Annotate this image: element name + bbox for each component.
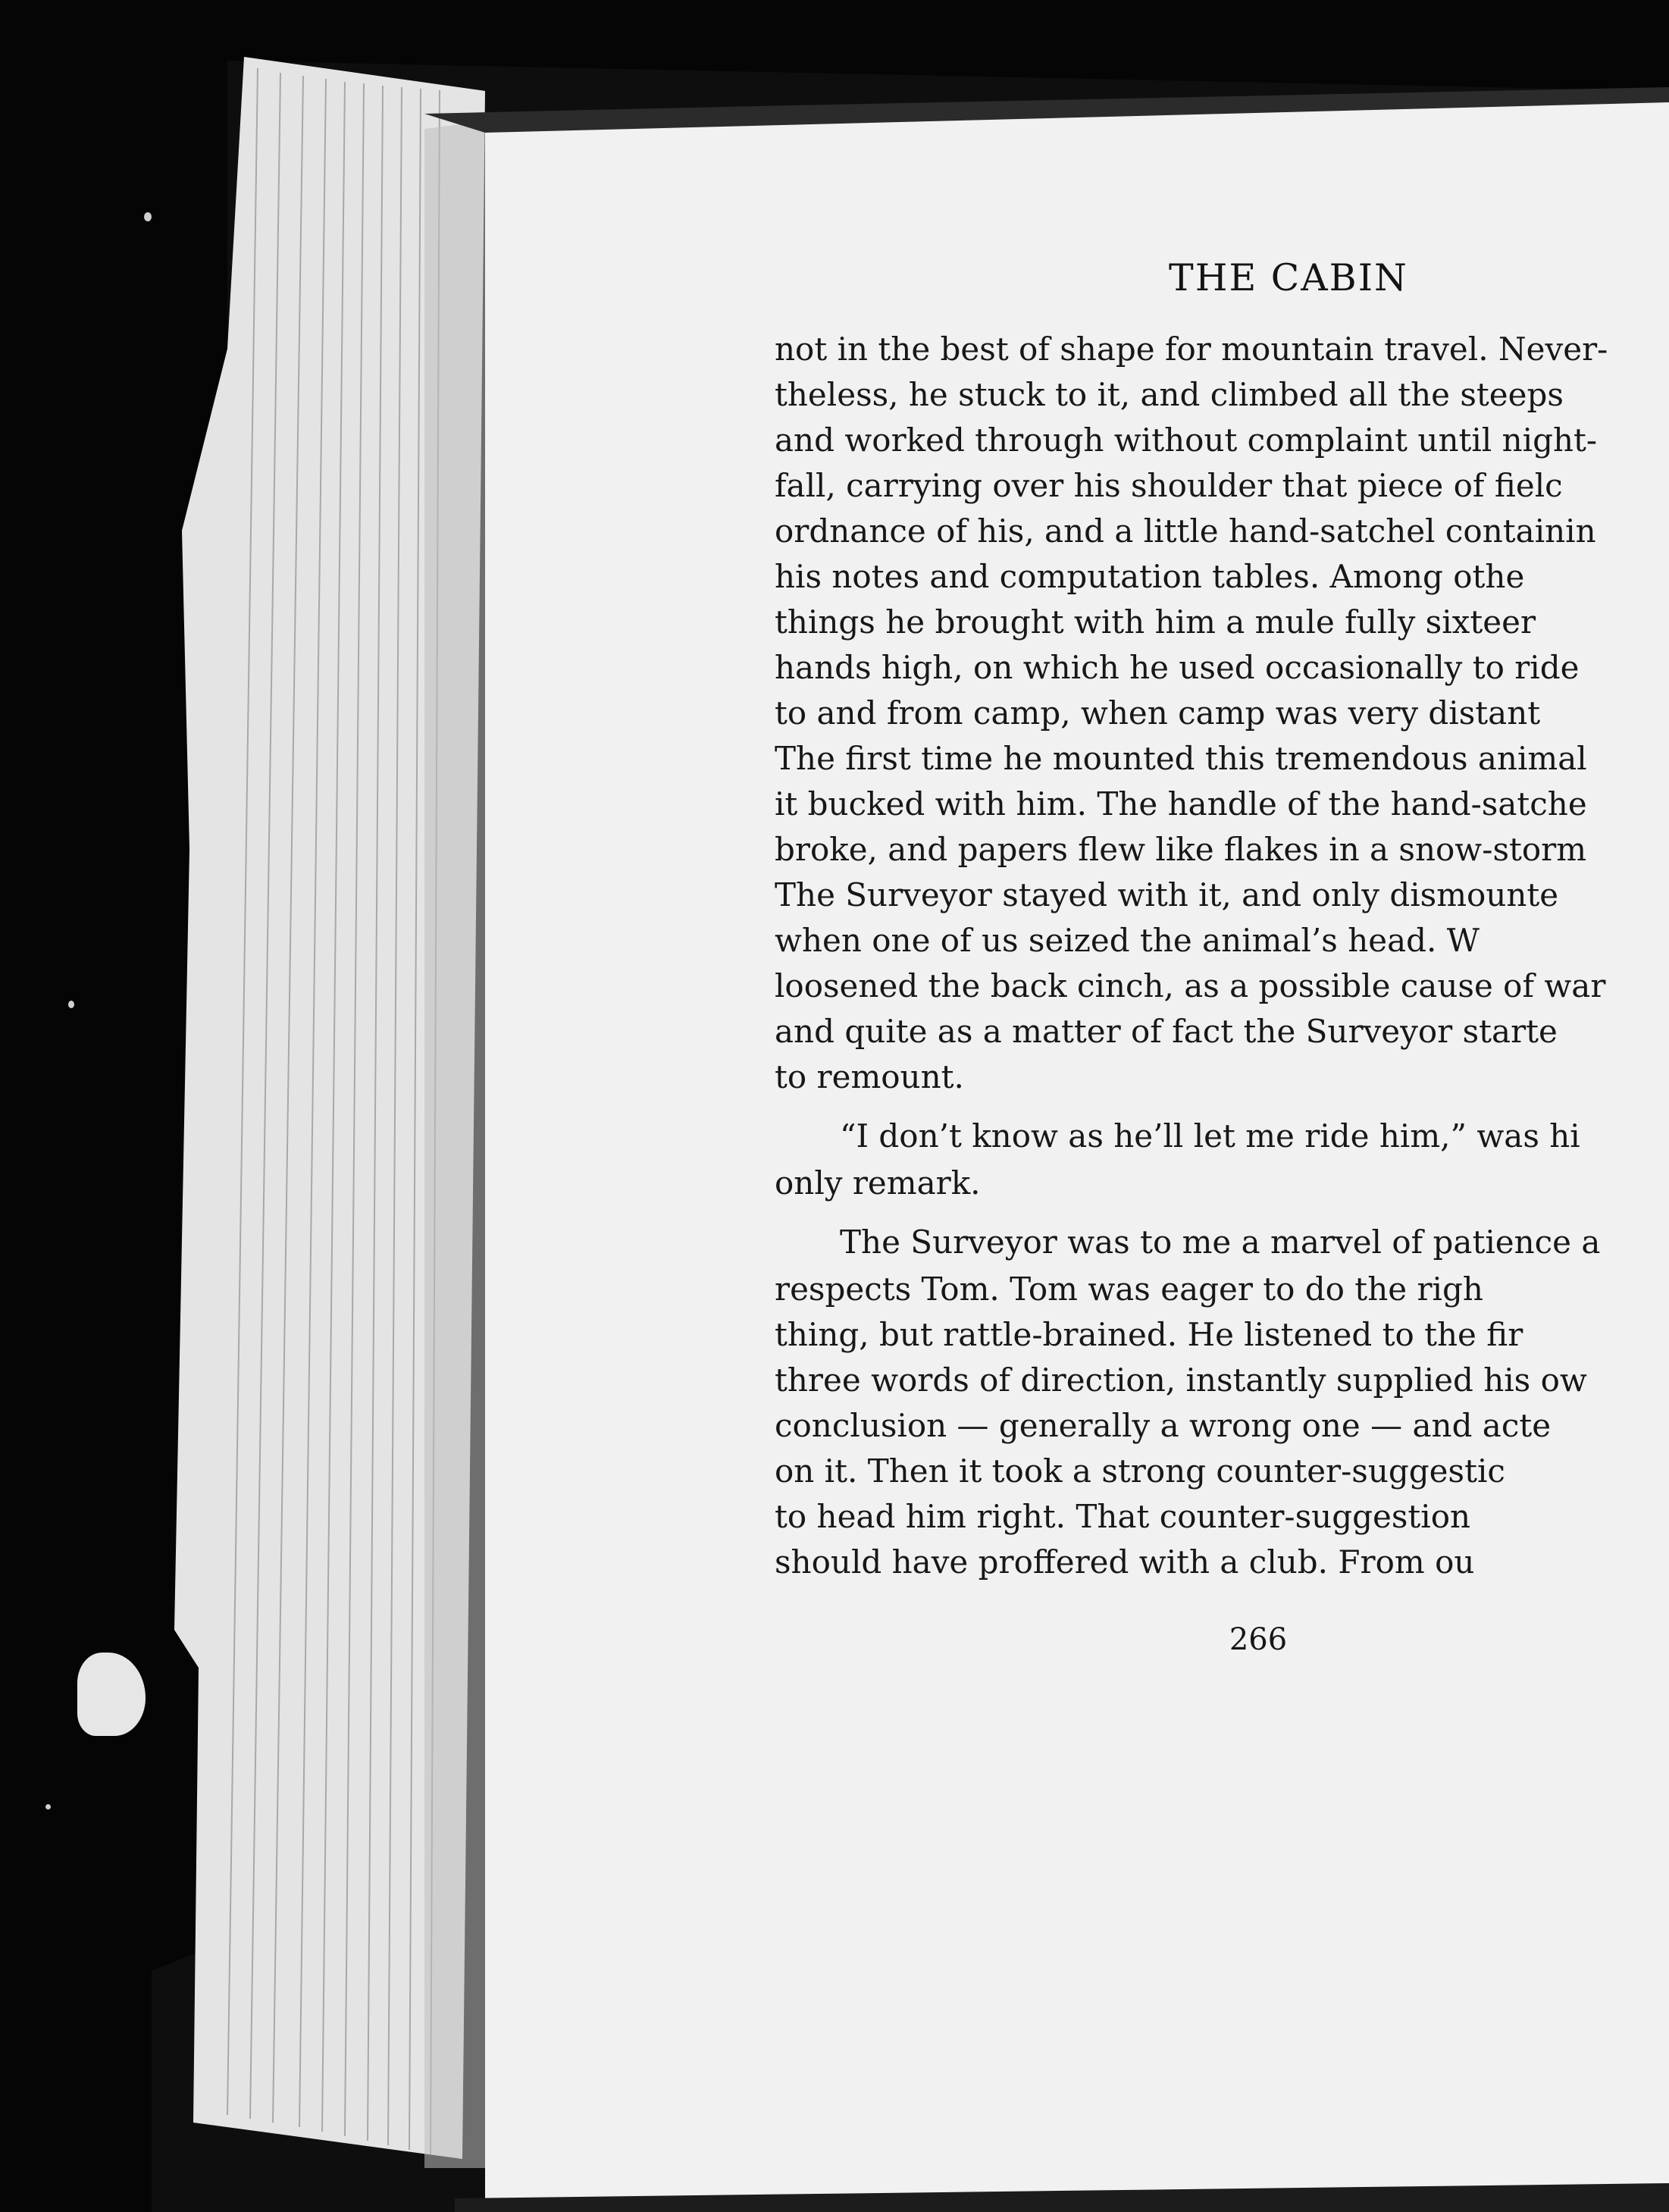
text-line: thing, but rattle-brained. He listened to the fir [775, 1316, 1523, 1353]
text-line: should have proffered with a club. From ou [775, 1543, 1475, 1581]
text-line: when one of us seized the animal’s head. W [775, 922, 1480, 959]
text-line: it bucked with him. The handle of the hand-satche [775, 785, 1587, 822]
text-line: to and from camp, when camp was very distant [775, 694, 1541, 732]
text-line: to remount. [775, 1058, 964, 1095]
text-line: his notes and computation tables. Among othe [775, 558, 1525, 595]
text-line: and quite as a matter of fact the Surveyor starte [775, 1013, 1558, 1050]
dust-speck [144, 212, 152, 221]
text-line: “I don’t know as he’ll let me ride him,” was hi [840, 1117, 1580, 1155]
text-line: things he brought with him a mule fully sixteer [775, 603, 1536, 641]
text-line: theless, he stuck to it, and climbed all the steeps [775, 376, 1564, 413]
text-line: and worked through without complaint until night- [775, 421, 1598, 459]
running-head: THE CABIN [1169, 256, 1408, 299]
text-line: hands high, on which he used occasionally to ride [775, 649, 1580, 686]
text-line: only remark. [775, 1164, 981, 1202]
text-line: broke, and papers flew like flakes in a snow-storm [775, 831, 1587, 868]
text-line: respects Tom. Tom was eager to do the righ [775, 1270, 1483, 1308]
page-number: 266 [1229, 1622, 1288, 1657]
text-line: The Surveyor stayed with it, and only dismounte [775, 876, 1559, 913]
text-line: ordnance of his, and a little hand-satchel containin [775, 512, 1596, 550]
text-line: three words of direction, instantly supplied his ow [775, 1361, 1587, 1399]
text-line: to head him right. That counter-suggestion [775, 1498, 1471, 1535]
text-line: The first time he mounted this tremendous animal [775, 740, 1587, 777]
text-line: conclusion — generally a wrong one — and acte [775, 1407, 1552, 1444]
text-line: fall, carrying over his shoulder that piece of fielc [775, 467, 1563, 504]
text-line: not in the best of shape for mountain travel. Never- [775, 331, 1608, 368]
dust-speck [68, 1001, 74, 1008]
text-line: The Surveyor was to me a marvel of patience a [840, 1223, 1601, 1261]
text-line: loosened the back cinch, as a possible cause of war [775, 967, 1606, 1004]
text-line: on it. Then it took a strong counter-suggestic [775, 1452, 1505, 1490]
dust-speck [45, 1804, 51, 1809]
